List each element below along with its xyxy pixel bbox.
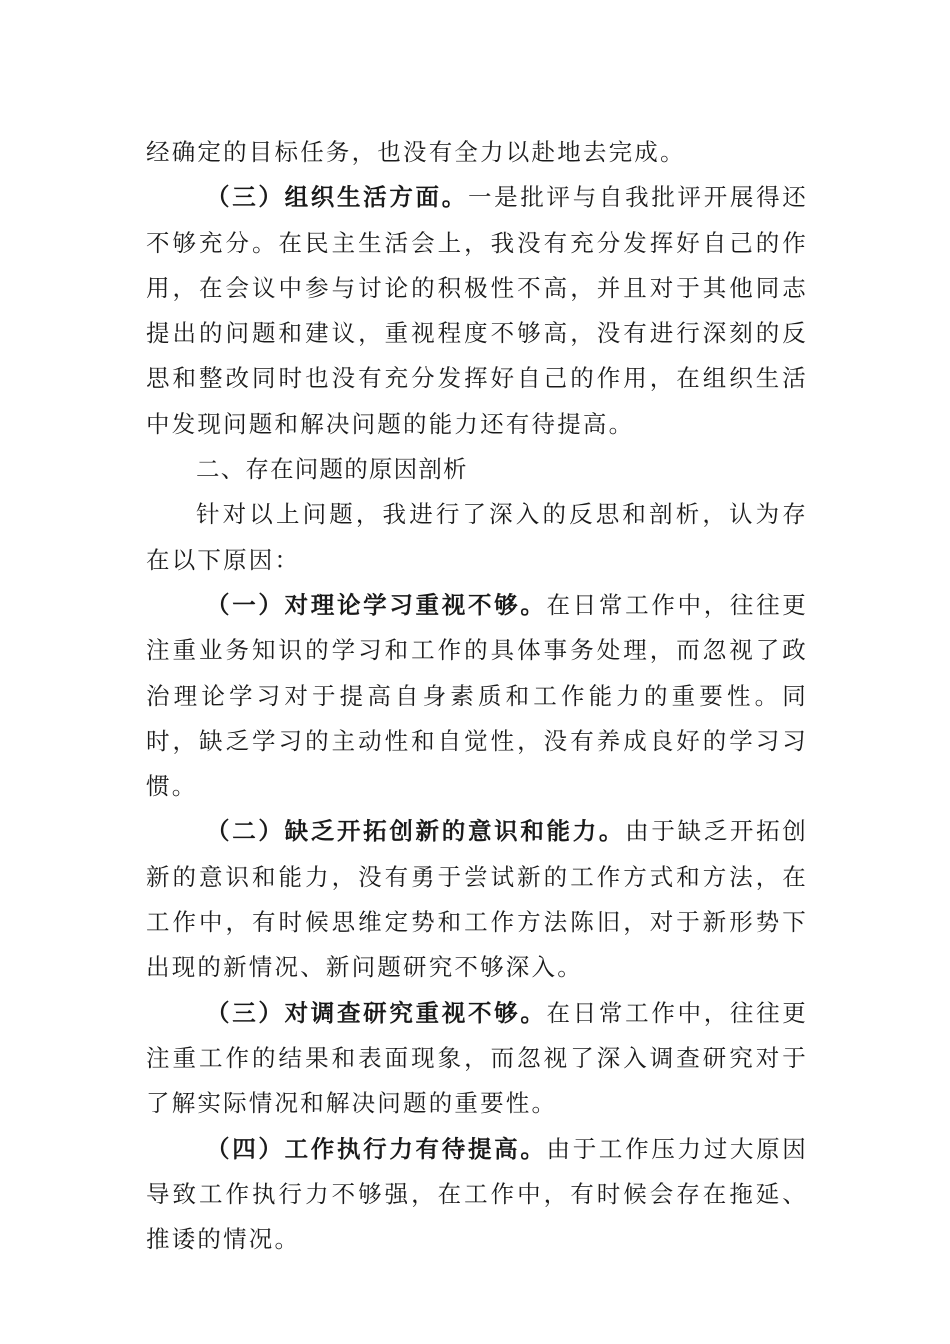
cause-paragraph-2 xyxy=(146,809,808,990)
cause-body-1: 在日常工作中，往往更注重业务知识的学习和工作的具体事务处理，而忽视了政治理论学习对于提高自身素质和工作能力的重要性。同时，缺乏学习的主动性和自觉性，没有养成良好的学习习惯。 xyxy=(146,590,809,801)
cause-lead-2: （二）缺乏开拓创新的意识和能力。 xyxy=(206,817,626,846)
org-life-lead: （三）组织生活方面。 xyxy=(206,183,468,212)
section-heading: 二、存在问题的原因剖析 xyxy=(196,455,468,484)
continuation-paragraph xyxy=(146,130,808,175)
cause-body-2: 由于缺乏开拓创新的意识和能力，没有勇于尝试新的工作方式和方法，在工作中，有时候思维定势和工作方法陈旧，对于新形势下出现的新情况、新问题研究不够深入。 xyxy=(146,817,808,982)
org-life-paragraph xyxy=(146,175,808,447)
cause-lead-1: （一）对理论学习重视不够。 xyxy=(206,590,547,619)
cause-paragraph-1 xyxy=(146,583,808,809)
cause-lead-3: （三）对调查研究重视不够。 xyxy=(206,998,547,1027)
cause-lead-4: （四）工作执行力有待提高。 xyxy=(206,1134,547,1163)
cause-body-4: 由于工作压力过大原因导致工作执行力不够强，在工作中，有时候会存在拖延、推诿的情况。 xyxy=(146,1134,809,1254)
continuation-text: 经确定的目标任务，也没有全力以赴地去完成。 xyxy=(146,138,686,166)
cause-body-3: 在日常工作中，往往更注重工作的结果和表面现象，而忽视了深入调查研究对于了解实际情况和解决问题的重要性。 xyxy=(146,998,809,1118)
cause-paragraph-3 xyxy=(146,991,808,1127)
intro-text: 针对以上问题，我进行了深入的反思和剖析，认为存在以下原因： xyxy=(146,500,808,574)
cause-paragraph-4 xyxy=(146,1127,808,1263)
intro-paragraph xyxy=(146,492,808,583)
org-life-body: 一是批评与自我批评开展得还不够充分。在民主生活会上，我没有充分发挥好自己的作用，在会议中参与讨论的积极性不高，并且对于其他同志提出的问题和建议，重视程度不够高，没有进行深刻的反思和整改同时也没有充分发挥好自己的作用，在组织生活中发现问题和解决问题的能力还有待提高。 xyxy=(146,183,808,438)
document-page xyxy=(146,130,808,1262)
